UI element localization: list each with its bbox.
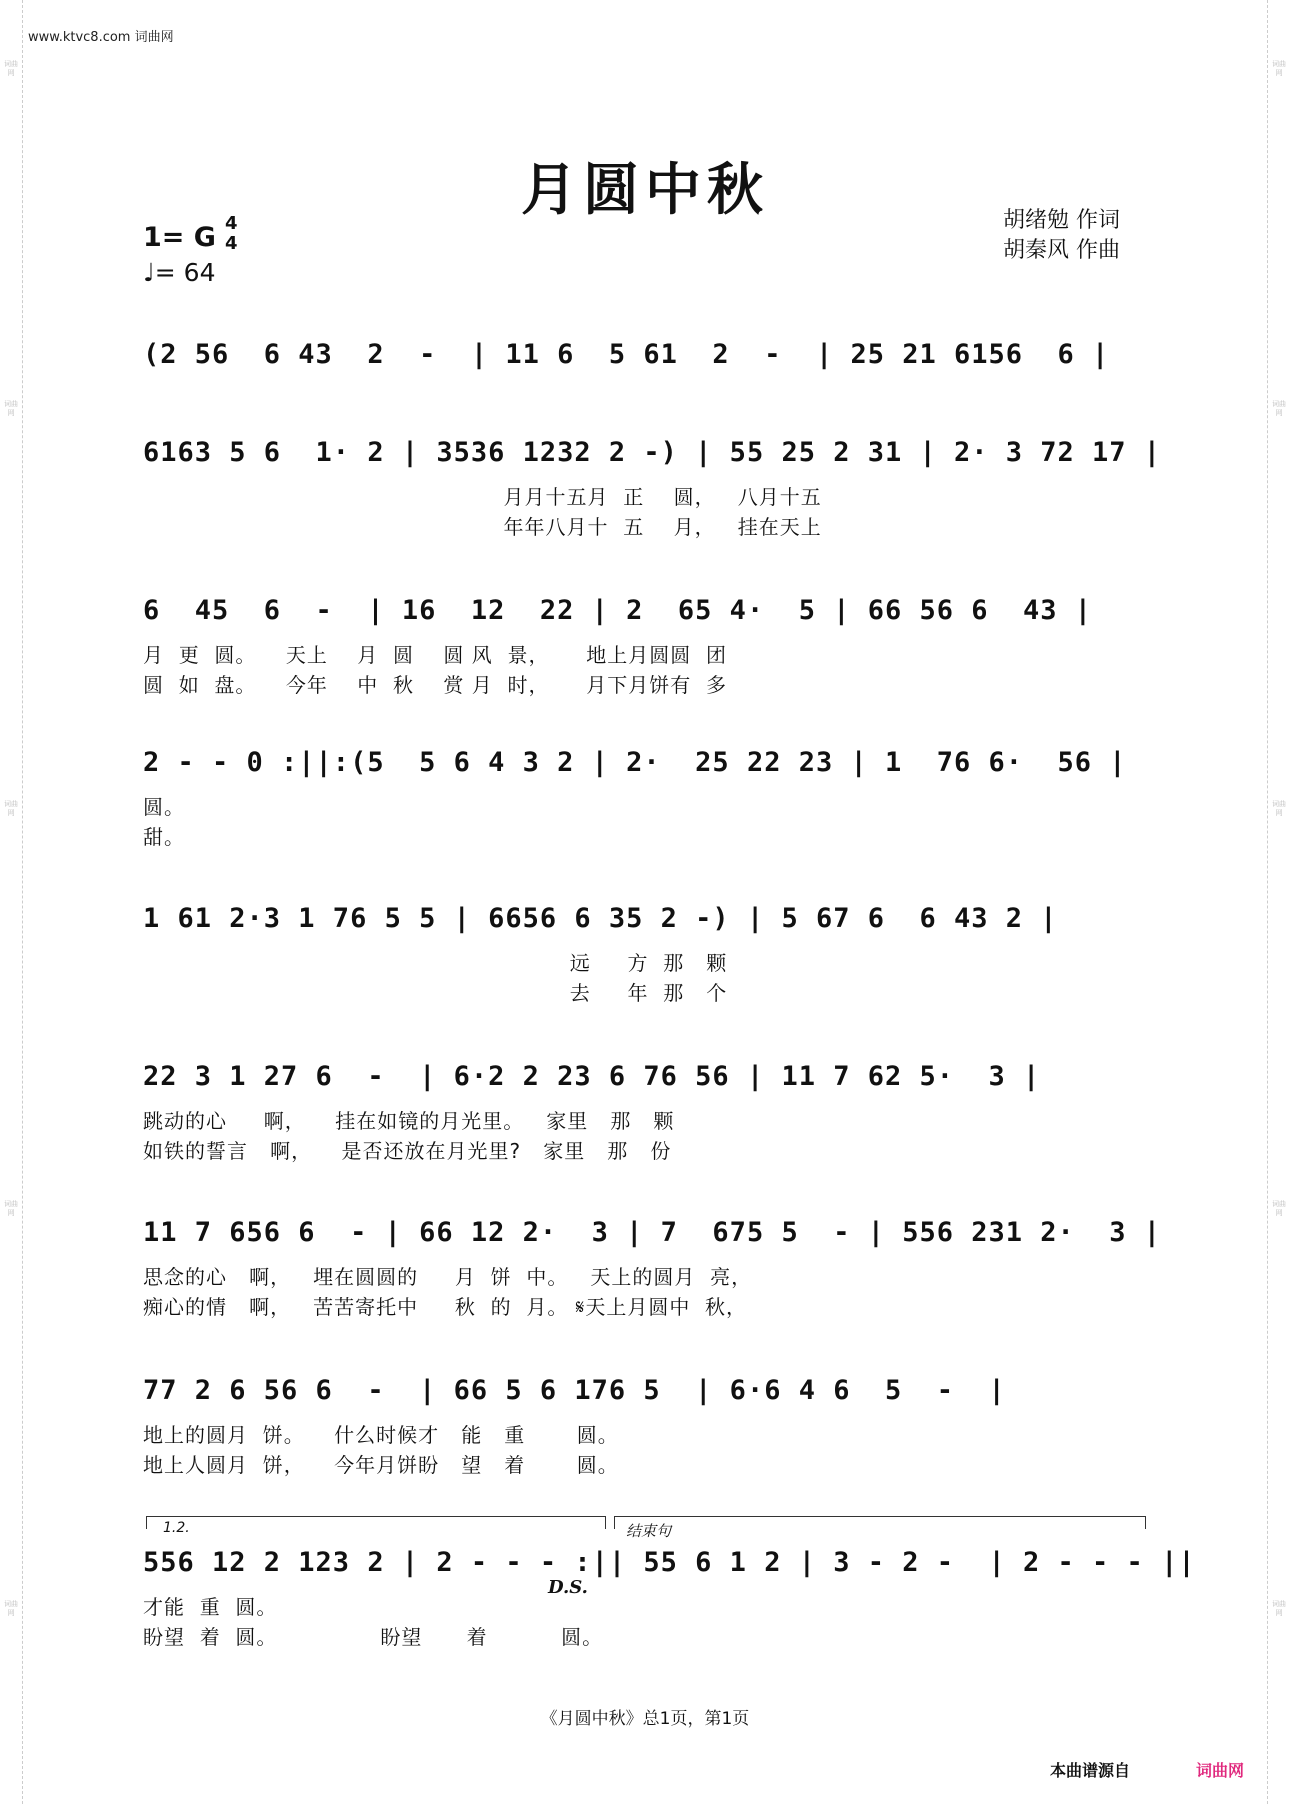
score-system-2: [143, 436, 1162, 542]
song-title: 月圆中秋: [521, 158, 769, 223]
watermark: 词曲网: [1272, 60, 1286, 77]
lyric-verse-2: 痴心的情 啊， 苦苦寄托中 秋 的 月。 𝄋天上月圆中 秋，: [143, 1295, 748, 1319]
watermark: 词曲网: [1272, 400, 1286, 417]
watermark: 词曲网: [4, 400, 18, 417]
score-system-5: [143, 902, 1148, 1008]
watermark: 词曲网: [1272, 800, 1286, 817]
score-system-7: [143, 1216, 1162, 1322]
brand-link[interactable]: 词曲网: [1196, 1761, 1245, 1780]
notation-line: 6163 5 6 1· 2 | 3536 1232 2 -) | 55 25 2 31 | 2· 3 72 17 |: [143, 437, 1162, 468]
score-system-3: [143, 594, 1148, 700]
notation-line: 2 - - 0 :||:(5 5 6 4 3 2 | 2· 25 22 23 | 1 76 6· 56 |: [143, 747, 1127, 778]
score-system-9: [143, 1546, 1196, 1652]
lyric-verse-2: 去 年 那 个: [143, 981, 728, 1005]
lyric-verse-2: 甜。: [143, 825, 185, 849]
notation-line: 556 12 2 123 2 | 2 - - - :|| 55 6 1 2 | 3 - 2 - | 2 - - - ||: [143, 1547, 1196, 1578]
watermark: 词曲网: [1272, 1600, 1286, 1617]
key-signature: 1= G: [143, 222, 216, 253]
watermark: 词曲网: [4, 1200, 18, 1217]
notation-line: 6 45 6 - | 16 12 22 | 2 65 4· 5 | 66 56 6 43 |: [143, 595, 1093, 626]
coda-label: 结束句: [626, 1522, 672, 1540]
lyric-verse-1: 远 方 那 颗: [143, 951, 728, 975]
left-margin-strip: [0, 0, 23, 1804]
lyric-verse-1: 思念的心 啊， 埋在圆圆的 月 饼 中。 天上的圆月 亮，: [143, 1265, 753, 1289]
score-system-1: [143, 338, 1148, 372]
time-signature-bottom: 4: [225, 233, 238, 254]
composer-credit: 胡秦风 作曲: [1003, 238, 1120, 263]
lyric-verse-1: 圆。: [143, 795, 185, 819]
lyric-verse-1: 才能 重 圆。: [143, 1595, 278, 1619]
watermark: 词曲网: [4, 60, 18, 77]
score-system-8: [143, 1374, 1148, 1480]
lyric-verse-1: 月 更 圆。 天上 月 圆 圆 风 景， 地上月圆圆 团: [143, 643, 728, 667]
lyric-verse-1: 月月十五月 正 圆， 八月十五: [143, 485, 822, 509]
right-margin-strip: [1267, 0, 1290, 1804]
lyric-verse-1: 地上的圆月 饼。 什么时候才 能 重 圆。: [143, 1423, 619, 1447]
page-footer: 《月圆中秋》总1页，第1页: [540, 1709, 750, 1729]
lyric-verse-2: 地上人圆月 饼， 今年月饼盼 望 着 圆。: [143, 1453, 619, 1477]
watermark: 词曲网: [1272, 1200, 1286, 1217]
lyric-verse-2: 如铁的誓言 啊， 是否还放在月光里? 家里 那 份: [143, 1139, 672, 1163]
lyric-verse-2: 圆 如 盘。 今年 中 秋 赏 月 时， 月下月饼有 多: [143, 673, 728, 697]
lyric-verse-2: 盼望 着 圆。 盼望 着 圆。: [143, 1625, 604, 1649]
first-ending-label: 1.2.: [163, 1520, 190, 1536]
lyricist-credit: 胡绪勉 作词: [1003, 208, 1120, 233]
site-url[interactable]: www.ktvc8.com 词曲网: [28, 30, 174, 45]
watermark: 词曲网: [4, 1600, 18, 1617]
notation-line: 1 61 2·3 1 76 5 5 | 6656 6 35 2 -) | 5 67 6 6 43 2 |: [143, 903, 1058, 934]
coda-bracket: [614, 1516, 1146, 1529]
time-signature: [225, 214, 238, 254]
source-label: 本曲谱源自: [1050, 1761, 1131, 1780]
tempo-marking: ♩= 64: [143, 258, 216, 287]
score-system-4: [143, 746, 1148, 852]
dal-segno-mark: D.S.: [548, 1577, 588, 1598]
credits: [1003, 206, 1120, 266]
lyric-verse-2: 年年八月十 五 月， 挂在天上: [143, 515, 822, 539]
notation-line: 11 7 656 6 - | 66 12 2· 3 | 7 675 5 - | 556 231 2· 3 |: [143, 1217, 1162, 1248]
watermark: 词曲网: [4, 800, 18, 817]
notation-line: 22 3 1 27 6 - | 6·2 2 23 6 76 56 | 11 7 62 5· 3 |: [143, 1061, 1041, 1092]
lyric-verse-1: 跳动的心 啊， 挂在如镜的月光里。 家里 那 颗: [143, 1109, 675, 1133]
time-signature-top: 4: [225, 213, 238, 234]
score-system-6: [143, 1060, 1148, 1166]
notation-line: (2 56 6 43 2 - | 11 6 5 61 2 - | 25 21 6156 6 |: [143, 339, 1110, 370]
first-ending-bracket: [146, 1516, 606, 1529]
notation-line: 77 2 6 56 6 - | 66 5 6 176 5 | 6·6 4 6 5 - |: [143, 1375, 1006, 1406]
